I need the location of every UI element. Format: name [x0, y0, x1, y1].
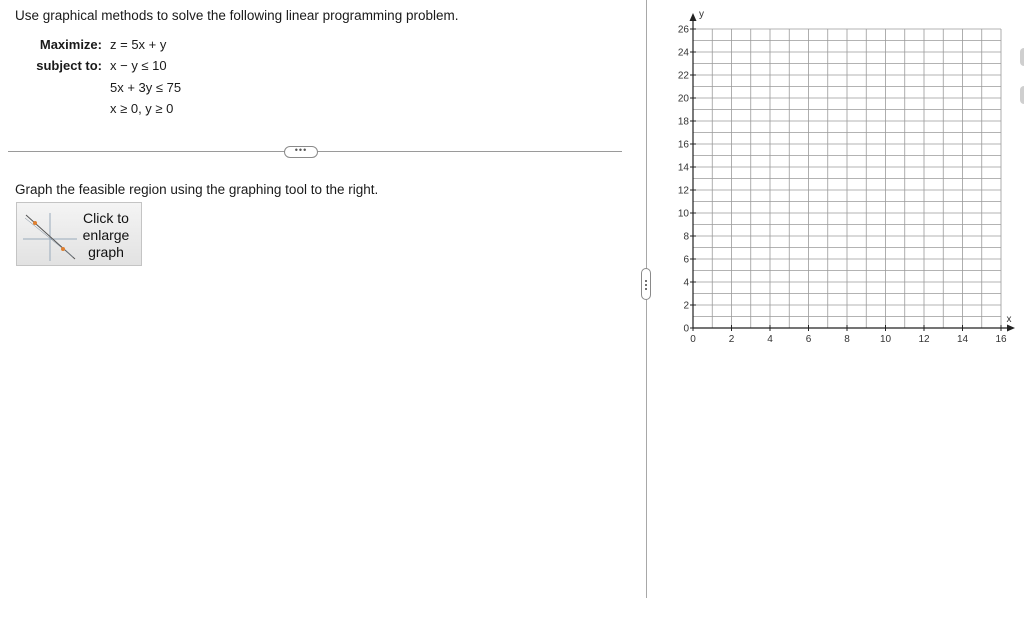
y-tick-label: 10 [677, 208, 689, 220]
y-tick-label: 2 [683, 300, 689, 312]
y-axis-arrow [690, 13, 697, 21]
graph-thumbnail-icon [23, 211, 77, 261]
enlarge-button-label: Click to enlarge graph [82, 210, 130, 260]
x-tick-label: 12 [918, 334, 930, 345]
y-axis-label: y [699, 9, 704, 20]
objective-function: z = 5x + y [110, 37, 167, 52]
maximize-label: Maximize: [39, 37, 102, 52]
y-tick-label: 16 [677, 139, 689, 151]
expand-dots-button[interactable]: ••• [284, 146, 318, 158]
y-tick-label: 14 [677, 162, 689, 174]
y-tick-label: 4 [683, 277, 689, 289]
x-tick-label: 8 [844, 334, 850, 345]
y-tick-label: 12 [677, 185, 689, 197]
x-tick-label: 6 [805, 334, 812, 345]
x-tick-label: 14 [956, 334, 969, 345]
y-tick-label: 18 [677, 116, 689, 128]
y-tick-label: 6 [683, 254, 689, 266]
x-tick-label: 0 [690, 334, 696, 345]
instructions-text: Use graphical methods to solve the following linear programming problem. [15, 8, 459, 23]
constraint-3: x ≥ 0, y ≥ 0 [110, 101, 174, 116]
panel-resize-handle[interactable] [641, 268, 651, 300]
constraint-2: 5x + 3y ≤ 75 [110, 80, 182, 95]
x-axis-arrow [1007, 325, 1015, 332]
x-tick-label: 10 [879, 334, 892, 345]
x-axis-label: x [1006, 314, 1012, 325]
enlarge-graph-button[interactable] [16, 202, 142, 266]
constraint-1: x − y ≤ 10 [110, 58, 167, 73]
y-tick-label: 26 [677, 24, 689, 36]
coordinate-graph[interactable] [664, 0, 1024, 360]
x-tick-label: 16 [995, 334, 1007, 345]
y-tick-label: 0 [683, 323, 689, 335]
x-tick-label: 2 [728, 334, 735, 345]
edge-handle-bottom[interactable] [1020, 86, 1024, 104]
x-tick-label: 4 [767, 334, 773, 345]
subject-to-label: subject to: [36, 58, 102, 73]
y-tick-label: 24 [677, 47, 689, 59]
y-tick-label: 8 [683, 231, 689, 243]
graph-instruction: Graph the feasible region using the graphing tool to the right. [15, 182, 379, 197]
y-tick-label: 20 [677, 93, 689, 105]
edge-handle-top[interactable] [1020, 48, 1024, 66]
y-tick-label: 22 [677, 70, 689, 82]
